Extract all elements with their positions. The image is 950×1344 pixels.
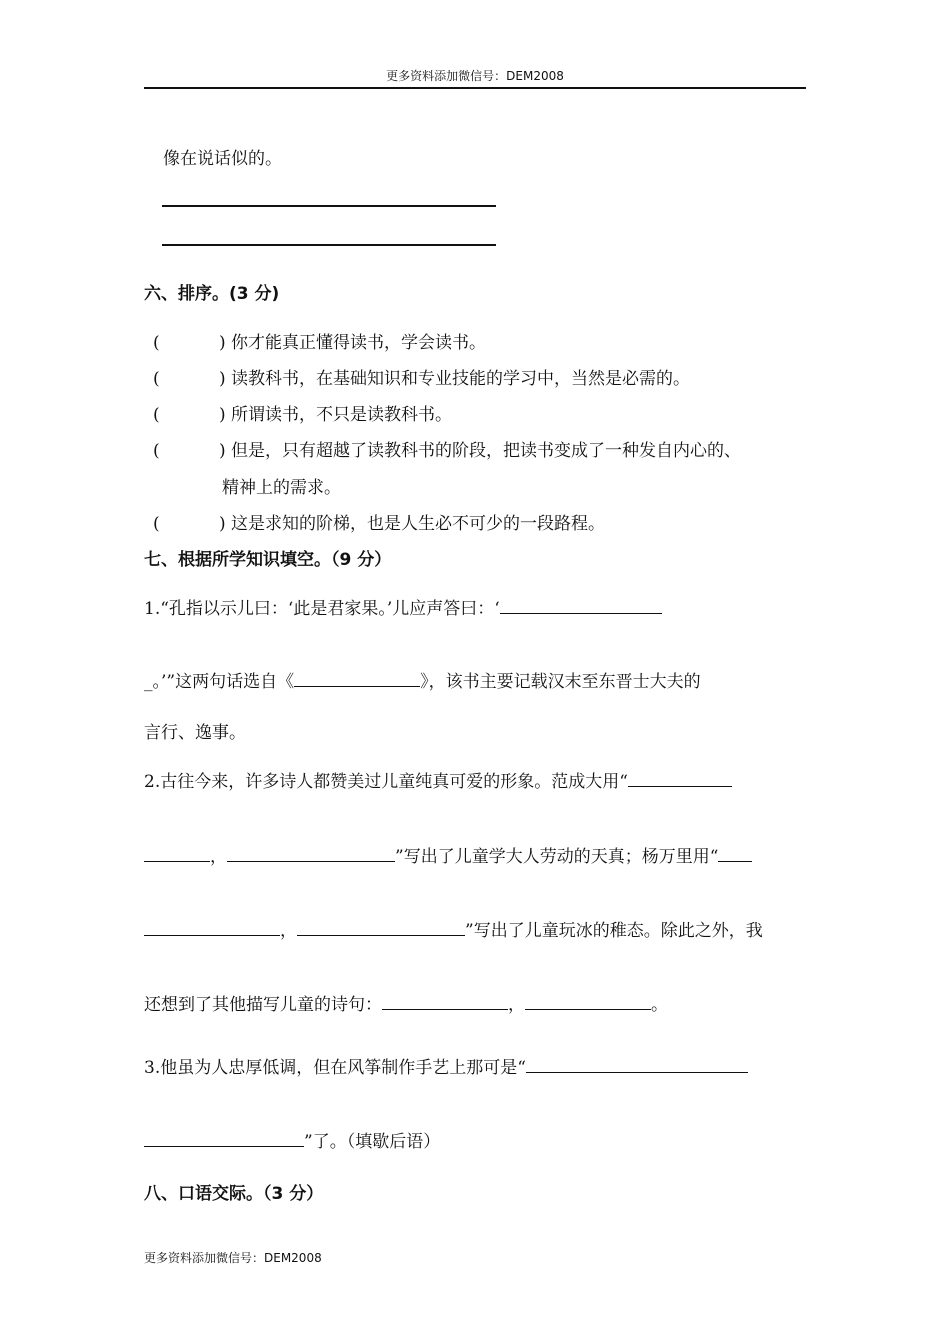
fill-blank[interactable]	[718, 843, 752, 862]
page-footer: 更多资料添加微信号：DEM2008	[144, 1251, 322, 1265]
q1-line3: 言行、逸事。	[144, 723, 246, 743]
q2-line1: 2.古往今来，许多诗人都赞美过儿童纯真可爱的形象。范成大用“	[144, 767, 732, 792]
section6-title: 六、排序。(3 分)	[144, 284, 280, 304]
q1-line2: _。’”这两句话选自《 》，该书主要记载汉末至东晋士大夫的	[144, 667, 701, 692]
fill-blank[interactable]	[500, 595, 662, 614]
fill-blank[interactable]	[297, 917, 465, 936]
q2-line2: ， ”写出了儿童学大人劳动的天真；杨万里用“	[144, 842, 752, 867]
order-item: ( ) 所谓读书，不只是读教科书。	[153, 405, 453, 425]
fill-blank[interactable]	[227, 843, 395, 862]
order-blank[interactable]: (	[153, 514, 160, 534]
order-item: ( ) 读教科书，在基础知识和专业技能的学习中，当然是必需的。	[153, 369, 691, 389]
answer-line-1[interactable]	[162, 205, 496, 207]
fill-blank[interactable]	[628, 768, 732, 787]
order-item: ( ) 这是求知的阶梯，也是人生必不可少的一段路程。	[153, 514, 606, 534]
q1-line1: 1.“孔指以示儿曰：‘此是君家果。’儿应声答曰：‘	[144, 594, 662, 619]
fill-blank[interactable]	[144, 1128, 304, 1147]
fill-blank[interactable]	[526, 1054, 748, 1073]
fill-blank[interactable]	[144, 843, 210, 862]
q3-line2: ”了。（填歇后语）	[144, 1127, 440, 1152]
answer-line-2[interactable]	[162, 244, 496, 246]
order-item-continuation: 精神上的需求。	[222, 478, 341, 498]
order-blank[interactable]: (	[153, 441, 160, 461]
order-item: ( ) 但是，只有超越了读教科书的阶段，把读书变成了一种发自内心的、	[153, 441, 742, 461]
q2-line3: ， ”写出了儿童玩冰的稚态。除此之外，我	[144, 916, 763, 941]
header-divider	[144, 87, 806, 89]
order-blank[interactable]: (	[153, 369, 160, 389]
order-blank[interactable]: (	[153, 333, 160, 353]
fill-blank[interactable]	[144, 917, 280, 936]
fill-blank[interactable]	[382, 991, 508, 1010]
order-blank[interactable]: (	[153, 405, 160, 425]
fill-blank[interactable]	[525, 991, 651, 1010]
order-item: ( ) 你才能真正懂得读书，学会读书。	[153, 333, 487, 353]
q3-line1: 3.他虽为人忠厚低调，但在风筝制作手艺上那可是“	[144, 1053, 748, 1078]
section7-title: 七、根据所学知识填空。（9 分）	[144, 550, 392, 570]
page-header: 更多资料添加微信号：DEM2008	[386, 69, 564, 83]
fill-blank[interactable]	[294, 668, 420, 687]
section8-title: 八、口语交际。（3 分）	[144, 1184, 324, 1204]
fragment-text: 像在说话似的。	[163, 149, 282, 169]
q2-line4: 还想到了其他描写儿童的诗句： ， 。	[144, 990, 668, 1015]
